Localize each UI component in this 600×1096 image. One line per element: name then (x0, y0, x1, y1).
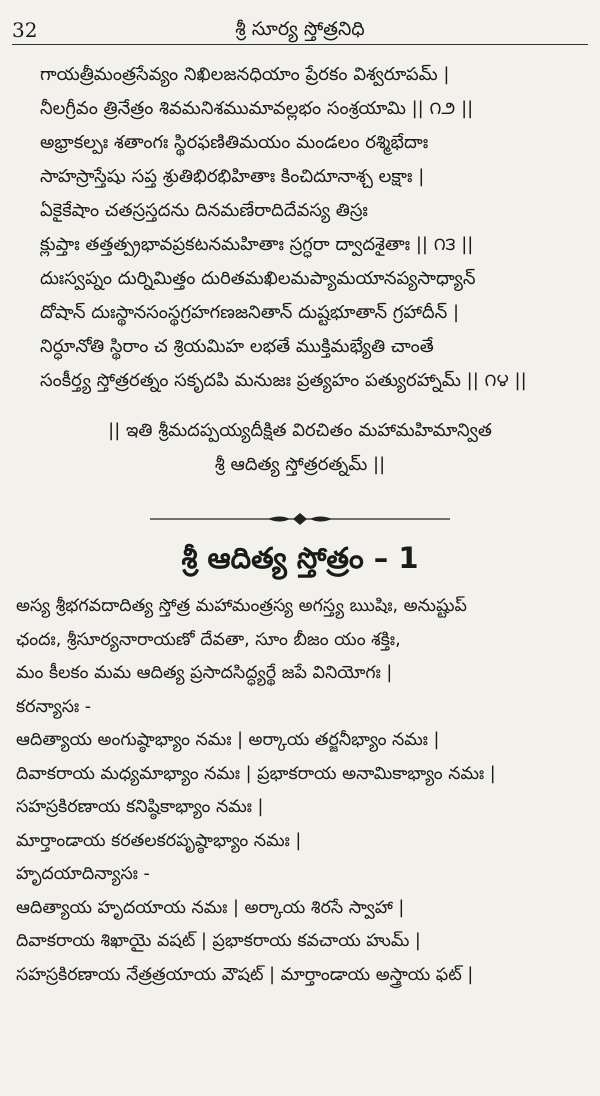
body-line: సహస్రకిరణాయ కనిష్ఠికాభ్యాం నమః | (16, 797, 264, 817)
page-number: 32 (12, 18, 38, 42)
body-line: దివాకరాయ శిఖాయై వషట్ | ప్రభాకరాయ కవచాయ హుమ్ | (16, 931, 421, 951)
verse-line: గాయత్రీమంత్రసేవ్యం నిఖిలజనధియాం ప్రేరకం విశ్వరూపమ్ | (40, 64, 450, 85)
section-title: శ్రీ ఆదిత్య స్తోత్రం – 1 (181, 541, 419, 575)
header-rule (12, 44, 588, 45)
body-line: సహస్రకిరణాయ నేత్రత్రయాయ వౌషట్ | మార్తాండాయ అస్త్రాయ ఫట్ | (16, 964, 474, 985)
verse-line: సంకీర్త్య స్తోత్రరత్నం సకృదపి మనుజః ప్రత్యహం పత్యురహ్నామ్ || ౧౪ || (40, 370, 527, 391)
body-line: కరన్యాసః - (16, 696, 92, 717)
running-title: శ్రీ సూర్య స్తోత్రనిధి (235, 18, 365, 40)
verse-line: నిర్ధూనోతి స్థిరాం చ శ్రియమిహ లభతే ముక్తిమభ్యేతి చాంతే (40, 336, 434, 357)
body-text (16, 590, 586, 992)
colophon (0, 414, 600, 482)
body-line: మం కీలకం మమ ఆదిత్య ప్రసాదసిద్ధ్యర్థే జపే వినియోగః | (16, 663, 393, 683)
verse-block (40, 58, 582, 398)
body-line: హృదయాదిన్యాసః - (16, 864, 150, 884)
body-line: ఆదిత్యాయ అంగుష్ఠాభ్యాం నమః | అర్కాయ తర్జనీభ్యాం నమః | (16, 730, 440, 750)
body-line: ఆదిత్యాయ హృదయాయ నమః | అర్కాయ శిరసే స్వాహా | (16, 897, 405, 918)
verse-line: ఏకైకేషాం చతస్రస్తదను దినమణేరాదిదేవస్య తిస్రః (40, 200, 368, 221)
verse-line: నీలగ్రీవం త్రినేత్రం శివమనిశముమావల్లభం సంశ్రయామి || ౧౨ || (40, 98, 474, 119)
verse-line: సాహస్రాస్తేషు సప్త శ్రుతిభిరభిహితాః కించిదూనాశ్చ లక్షాః | (40, 166, 425, 187)
ornamental-divider (150, 512, 450, 526)
page-header (12, 14, 588, 48)
body-line: మార్తాండాయ కరతలకరపృష్ఠాభ్యాం నమః | (16, 830, 302, 851)
verse-line: దోషాన్ దుఃస్థానసంస్థగ్రహగణజనితాన్ దుష్టభూతాన్ గ్రహాదీన్ | (40, 302, 460, 323)
colophon-line: శ్రీ ఆదిత్య స్తోత్రరత్నమ్ || (214, 454, 386, 475)
body-line: అస్య శ్రీభగవదాదిత్య స్తోత్ర మహామంత్రస్య అగస్త్య ఋషిః, అనుష్టుప్ (16, 596, 467, 616)
body-line: ఛందః, శ్రీసూర్యనారాయణో దేవతా, సూం బీజం యం శక్తిః, (16, 629, 401, 650)
colophon-line: || ఇతి శ్రీమదప్పయ్యదీక్షిత విరచితం మహామహిమాన్విత (108, 420, 492, 441)
verse-line: దుఃస్వప్నం దుర్నిమిత్తం దురితమఖిలమప్యామయానప్యసాధ్యాన్ (40, 268, 476, 289)
verse-line: క్లుప్తాః తత్తత్ప్రభావప్రకటనమహితాః స్రగ్ధరా ద్వాదశైతాః || ౧౩ || (40, 234, 474, 255)
verse-line: అభ్రాకల్పః శతాంగః స్థిరఫణితిమయం మండలం రశ్మిభేదాః (40, 132, 429, 153)
body-line: దివాకరాయ మధ్యమాభ్యాం నమః | ప్రభాకరాయ అనామికాభ్యాం నమః | (16, 763, 496, 784)
